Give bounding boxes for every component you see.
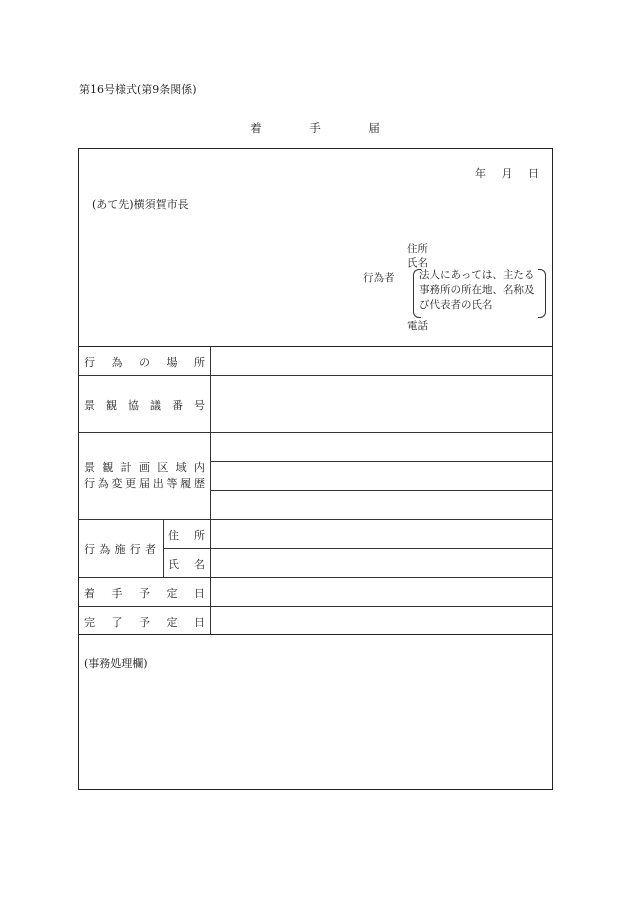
corporate-note-line: 事務所の所在地、名称及 [419,284,535,296]
label-char: 施 [114,543,126,556]
consultation-number-label [84,397,205,413]
label-char: 番 [172,399,183,412]
label-char: 景 [84,399,95,412]
location-label [84,354,205,370]
label-char: 氏 [168,558,179,571]
form-number: 第16号様式(第9条関係) [79,83,197,96]
performer-address-label [168,527,205,543]
divider [79,346,552,347]
divider [79,432,552,433]
label-char: 計 [120,461,132,474]
performer-name-label [168,556,205,572]
applicant-name-label: 氏名 [407,257,428,269]
label-char: 等 [166,477,178,490]
label-char: 者 [145,543,156,556]
corporate-note [419,268,549,313]
applicant-phone-label: 電話 [407,320,428,332]
title-char-1: 着 [250,121,262,135]
divider [210,461,552,462]
divider [79,519,552,520]
change-history-line-2 [84,476,205,492]
label-char: 議 [150,399,161,412]
label-char: 行 [84,356,95,369]
label-char: 更 [125,477,137,490]
label-char: 所 [194,529,205,542]
divider [79,577,552,578]
label-char: 変 [111,477,123,490]
applicant-address-label: 住所 [407,243,428,255]
change-history-label [84,460,205,492]
label-char: 行 [84,543,95,556]
date-day: 日 [528,167,539,180]
label-char: 協 [128,399,139,412]
label-char: 域 [175,461,187,474]
label-char: 日 [194,616,205,629]
label-char: 為 [97,477,109,490]
label-char: 観 [102,461,114,474]
label-char: 住 [168,529,179,542]
label-char: 区 [157,461,169,474]
label-char: 完 [84,616,95,629]
addressee: (あて先)横須賀市長 [92,198,189,211]
form-title [0,120,630,136]
date-month: 月 [501,167,513,180]
label-char: 行 [84,477,95,490]
column-divider [163,519,164,577]
column-divider [210,347,211,634]
label-char: 景 [84,461,95,474]
label-char: 観 [106,399,117,412]
applicant-label: 行為者 [363,272,395,284]
label-char: 場 [166,356,178,369]
label-char: 名 [194,558,205,571]
corporate-note-line: び代表者の氏名 [419,299,493,311]
label-char: 所 [194,356,205,369]
label-char: 定 [166,616,178,629]
divider [163,548,552,549]
divider [79,634,552,635]
label-char: 日 [194,587,205,600]
end-date-label [84,614,205,630]
label-char: 画 [138,461,150,474]
start-date-label [84,585,205,601]
label-char: 為 [111,356,123,369]
title-char-2: 手 [309,121,321,135]
divider [79,606,552,607]
label-char: 予 [139,616,150,629]
label-char: 届 [139,477,150,490]
label-char: 出 [152,477,164,490]
divider [79,375,552,376]
label-char: 行 [129,543,141,556]
label-char: 着 [84,587,95,600]
date-line [475,165,539,181]
label-char: 定 [166,587,178,600]
label-char: 了 [111,616,123,629]
label-char: 歴 [194,477,205,490]
performer-label [84,541,156,557]
office-use-label: (事務処理欄) [84,657,148,670]
date-year: 年 [475,167,486,180]
change-history-line-1 [84,460,205,476]
title-char-3: 届 [368,121,380,135]
label-char: 手 [111,587,123,600]
label-char: 号 [194,399,205,412]
divider [210,490,552,491]
corporate-note-line: 法人にあっては、主たる [419,269,535,281]
label-char: 内 [193,461,205,474]
label-char: 履 [180,477,192,490]
label-char: 予 [139,587,150,600]
label-char: 為 [99,543,111,556]
label-char: の [139,356,150,369]
